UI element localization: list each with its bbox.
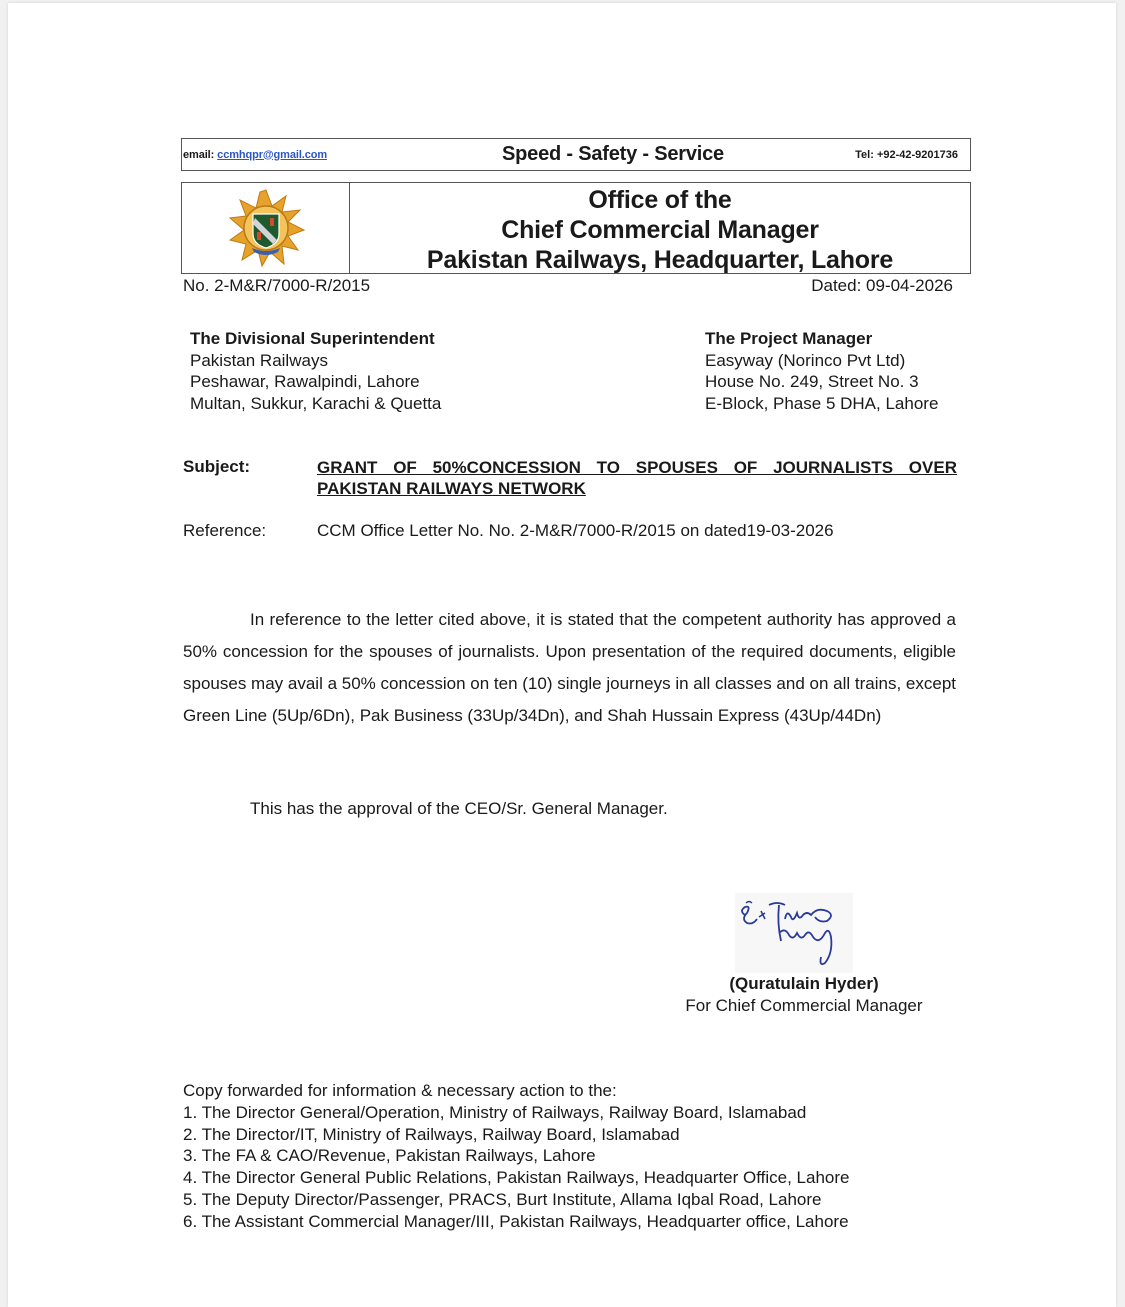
subject-text: GRANT OF 50%CONCESSION TO SPOUSES OF JOURNALISTS OVER PAKISTAN RAILWAYS NETWORK: [317, 458, 957, 498]
subject-label: Subject:: [183, 457, 251, 476]
title-line-2: Chief Commercial Manager: [501, 216, 819, 244]
signature-image: [735, 893, 853, 973]
reference-text: CCM Office Letter No. No. 2-M&R/7000-R/2015 on dated19-03-2026: [317, 521, 834, 540]
addressee-left-line: Multan, Sukkur, Karachi & Quetta: [190, 393, 442, 413]
addressee-left: [190, 328, 441, 414]
copy-recipient: 2. The Director/IT, Ministry of Railways, Railway Board, Islamabad: [183, 1124, 680, 1144]
email-label: email:: [183, 148, 215, 161]
copy-recipient: 1. The Director General/Operation, Ministry of Railways, Railway Board, Islamabad: [183, 1102, 807, 1122]
logo-cell: [182, 183, 350, 273]
body-paragraph: In reference to the letter cited above, it is stated that the competent authority has approved a 50% concession for the spouses of journalists. Upon presentation of the required documents, eligible spouses may avail a 50% concession on ten (10) single journeys in all classes and on all trains, except Green Line (5Up/6Dn), Pak Business (33Up/34Dn), and Shah Hussain Express (43Up/44Dn): [183, 610, 956, 725]
addressee-right-line: E-Block, Phase 5 DHA, Lahore: [705, 393, 939, 413]
addressee-right-line: Easyway (Norinco Pvt Ltd): [705, 350, 906, 370]
document-page: [8, 3, 1116, 1307]
telephone: Tel: +92-42-9201736: [855, 148, 958, 161]
reference-label: Reference:: [183, 521, 267, 540]
pakistan-railways-emblem-icon: [226, 188, 306, 268]
title-line-3: Pakistan Railways, Headquarter, Lahore: [426, 246, 894, 274]
addressee-right-line: House No. 249, Street No. 3: [705, 372, 919, 391]
letterhead-strip: [181, 138, 971, 171]
title-line-1: Office of the: [588, 186, 732, 214]
addressee-right: [705, 328, 938, 414]
letter-number: No. 2-M&R/7000-R/2015: [183, 276, 371, 295]
addressee-left-line: Peshawar, Rawalpindi, Lahore: [190, 372, 420, 391]
copy-intro: Copy forwarded for information & necessary action to the:: [183, 1081, 617, 1100]
copy-recipient: 6. The Assistant Commercial Manager/III, Pakistan Railways, Headquarter office, Lahore: [183, 1211, 849, 1231]
email-link[interactable]: ccmhqpr@gmail.com: [217, 148, 328, 161]
signatory-role: For Chief Commercial Manager: [685, 996, 923, 1015]
email-field: [183, 149, 327, 161]
copy-recipient: 5. The Deputy Director/Passenger, PRACS, Burt Institute, Allama Iqbal Road, Lahore: [183, 1189, 822, 1209]
office-title: [350, 183, 970, 273]
emblem-mark-2: [257, 232, 261, 240]
signatory-name: (Quratulain Hyder): [729, 974, 879, 993]
letter-date: Dated: 09-04-2026: [811, 276, 953, 295]
copy-recipient-list: [183, 1102, 849, 1233]
copy-forwarded: [183, 1080, 849, 1233]
motto: Speed - Safety - Service: [502, 143, 724, 165]
signature-icon: [735, 893, 853, 973]
letterhead-header: [181, 182, 971, 274]
reference-row: [183, 521, 834, 541]
number-date-line: [183, 276, 953, 296]
addressee-right-heading: The Project Manager: [705, 329, 873, 348]
copy-recipient: 4. The Director General Public Relations, Pakistan Railways, Headquarter Office, Lahore: [183, 1168, 850, 1188]
copy-recipient: 3. The FA & CAO/Revenue, Pakistan Railways, Lahore: [183, 1146, 596, 1166]
approval-statement: This has the approval of the CEO/Sr. General Manager.: [250, 799, 668, 818]
emblem-mark-1: [270, 218, 274, 226]
addressee-left-heading: The Divisional Superintendent: [190, 329, 435, 348]
addressee-left-line: Pakistan Railways: [190, 350, 328, 370]
